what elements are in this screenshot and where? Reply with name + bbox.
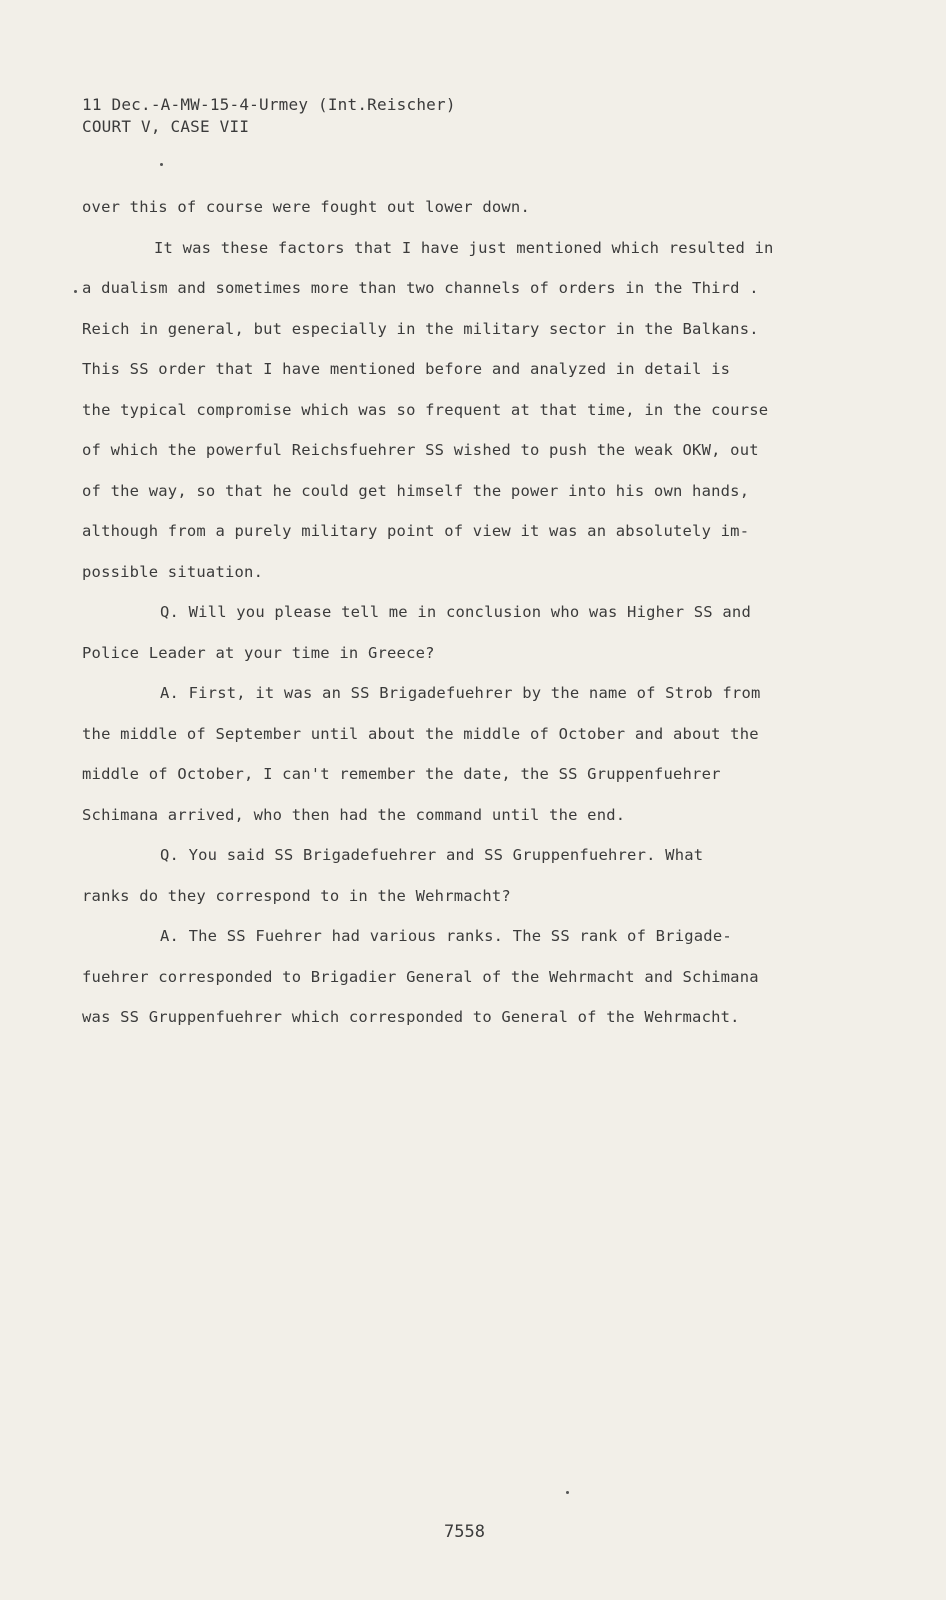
transcript-line: Schimana arrived, who then had the command until the end. <box>82 805 626 824</box>
paper-speck <box>74 290 77 293</box>
transcript-line: fuehrer corresponded to Brigadier General of the Wehrmacht and Schimana <box>82 967 759 986</box>
transcript-line: A. The SS Fuehrer had various ranks. The SS rank of Brigade- <box>160 927 732 945</box>
transcript-body <box>82 195 902 1046</box>
transcript-line: the typical compromise which was so frequent at that time, in the course <box>82 400 769 419</box>
paper-speck <box>566 1491 569 1494</box>
page-number: 7558 <box>444 1522 485 1542</box>
paper-speck <box>160 163 163 166</box>
transcript-line: It was these factors that I have just mentioned which resulted in <box>154 238 774 257</box>
transcript-line: Q. You said SS Brigadefuehrer and SS Gruppenfuehrer. What <box>160 846 704 864</box>
transcript-line: over this of course were fought out lower down. <box>82 198 530 216</box>
transcript-line: Q. Will you please tell me in conclusion who was Higher SS and <box>160 603 751 621</box>
transcript-line: This SS order that I have mentioned before and analyzed in detail is <box>82 360 731 378</box>
transcript-line: although from a purely military point of view it was an absolutely im- <box>82 522 750 540</box>
transcript-line: A. First, it was an SS Brigadefuehrer by the name of Strob from <box>160 684 761 702</box>
header-line-2: COURT V, CASE VII <box>82 117 250 136</box>
transcript-line: ranks do they correspond to in the Wehrmacht? <box>82 886 511 905</box>
header-line-1: 11 Dec.-A-MW-15-4-Urmey (Int.Reischer) <box>82 95 456 114</box>
transcript-line: Police Leader at your time in Greece? <box>82 643 435 662</box>
transcript-line: a dualism and sometimes more than two channels of orders in the Third . <box>82 279 759 297</box>
transcript-line: of which the powerful Reichsfuehrer SS wished to push the weak OKW, out <box>82 441 759 459</box>
transcript-line: middle of October, I can't remember the date, the SS Gruppenfuehrer <box>82 765 721 783</box>
transcript-line: possible situation. <box>82 562 264 581</box>
transcript-line: Reich in general, but especially in the military sector in the Balkans. <box>82 319 759 338</box>
transcript-line: was SS Gruppenfuehrer which corresponded to General of the Wehrmacht. <box>82 1008 740 1026</box>
transcript-line: of the way, so that he could get himself the power into his own hands, <box>82 481 750 500</box>
transcript-line: the middle of September until about the middle of October and about the <box>82 724 759 743</box>
